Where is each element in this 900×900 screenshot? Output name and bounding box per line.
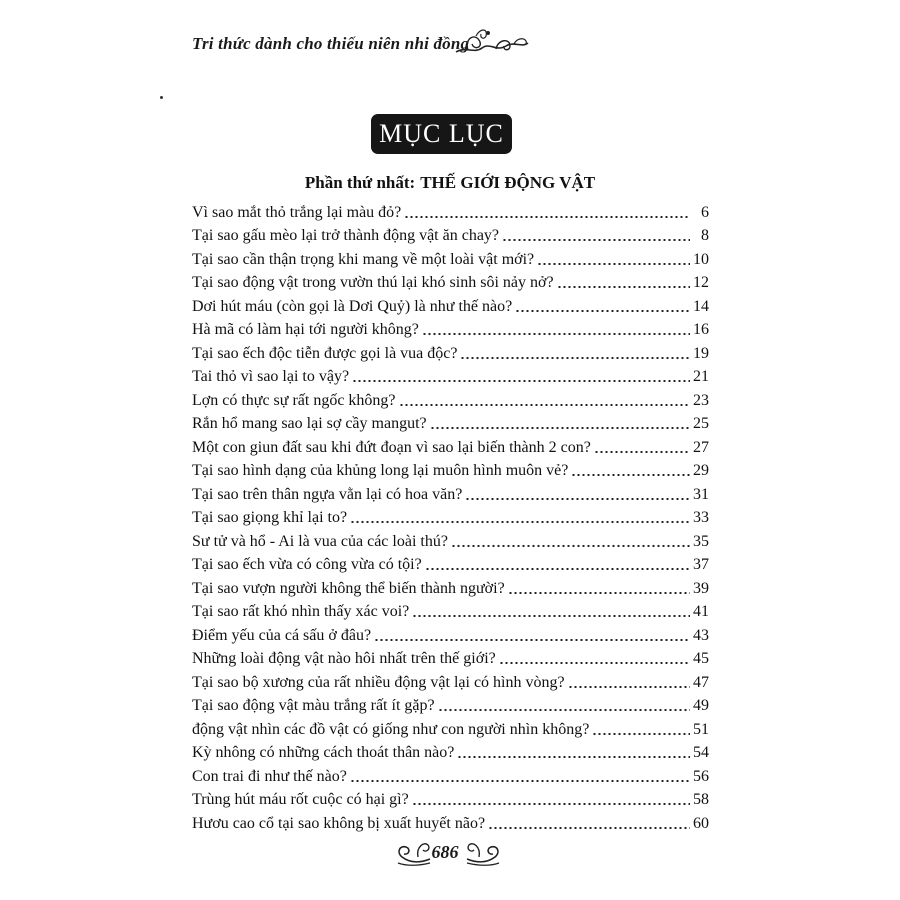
toc-entry-page: 56 <box>693 767 709 785</box>
toc-entry-page: 39 <box>693 579 709 597</box>
dot-leader <box>537 262 690 266</box>
dot-leader <box>430 426 690 430</box>
toc-entry-title: Tại sao gấu mèo lại trở thành động vật ăn chay? <box>192 227 500 244</box>
dot-leader <box>465 497 690 501</box>
toc-entry-title: Tại sao trên thân ngựa vằn lại có hoa văn? <box>192 485 463 503</box>
dot-leader <box>374 638 690 642</box>
dot-leader <box>425 567 690 571</box>
toc-entry-page: 29 <box>693 462 709 479</box>
toc-entry <box>192 293 709 317</box>
toc-entry-title: Kỳ nhông có những cách thoát thân nào? <box>192 744 455 761</box>
toc-entry <box>192 810 709 834</box>
toc-entry <box>192 223 709 247</box>
toc-entry-page: 47 <box>693 673 709 691</box>
toc-entry <box>192 646 709 670</box>
dot-leader <box>412 802 690 806</box>
dot-leader <box>404 215 690 219</box>
toc-entry-title: Tại sao giọng khỉ lại to? <box>192 509 348 526</box>
floral-swirl-icon <box>452 24 532 64</box>
dot-leader <box>399 403 690 407</box>
dot-leader <box>488 826 690 830</box>
toc-entry-page: 54 <box>693 744 709 761</box>
dot-leader <box>460 356 690 360</box>
dot-leader <box>594 450 690 454</box>
toc-entry <box>192 528 709 552</box>
stray-mark <box>160 96 163 99</box>
dot-leader <box>451 544 690 548</box>
dot-leader <box>499 661 690 665</box>
toc-entry <box>192 740 709 764</box>
toc-entry-page: 12 <box>693 274 709 291</box>
toc-entry-page: 60 <box>693 814 709 832</box>
toc-entry-title: Vì sao mắt thỏ trắng lại màu đỏ? <box>192 203 402 221</box>
toc-entry <box>192 317 709 341</box>
toc-entry <box>192 622 709 646</box>
dot-leader <box>352 379 690 383</box>
toc-entry-page: 45 <box>693 650 709 667</box>
dot-leader <box>350 520 690 524</box>
title-box <box>371 114 512 154</box>
dot-leader <box>508 591 690 595</box>
toc-entry-page: 25 <box>693 415 709 432</box>
toc-entry-title: Con trai đi như thế nào? <box>192 767 347 785</box>
toc-entry <box>192 199 709 223</box>
dot-leader <box>592 732 690 736</box>
dot-leader <box>438 708 690 712</box>
toc-entry-page: 41 <box>693 603 709 620</box>
toc-entry-title: Tại sao động vật màu trắng rất ít gặp? <box>192 697 435 714</box>
toc-entry-page: 37 <box>693 556 709 573</box>
dot-leader <box>568 685 690 689</box>
toc-entry-title: Tại sao ếch vừa có công vừa có tội? <box>192 556 422 573</box>
toc-entry-page: 8 <box>701 227 709 244</box>
toc-entry-title: Điểm yếu của cá sấu ở đâu? <box>192 626 372 644</box>
toc-entry <box>192 763 709 787</box>
page-title: MỤC LỤC <box>379 119 504 148</box>
toc-entry-title: Hà mã có làm hại tới người không? <box>192 321 419 338</box>
toc-entry-page: 6 <box>701 203 709 221</box>
dot-leader <box>515 309 690 313</box>
dot-leader <box>557 285 690 289</box>
toc-entry-title: Sư tử và hổ - Ai là vua của các loài thú? <box>192 532 448 550</box>
section-label: Phần thứ nhất: <box>304 173 416 192</box>
dot-leader <box>350 779 690 783</box>
toc-entry-page: 19 <box>693 344 709 362</box>
toc-entry <box>192 693 709 717</box>
toc-entry-page: 33 <box>693 509 709 526</box>
toc-entry-title: Tại sao động vật trong vườn thú lại khó sinh sôi nảy nở? <box>192 274 554 291</box>
toc-entry-title: Những loài động vật nào hôi nhất trên thế giới? <box>192 650 496 667</box>
dot-leader <box>422 332 690 336</box>
dot-leader <box>502 238 690 242</box>
dot-leader <box>457 755 690 759</box>
toc-entry <box>192 505 709 529</box>
toc-entry-page: 51 <box>693 720 709 738</box>
toc-entry-title: Tai thỏ vì sao lại to vậy? <box>192 368 350 385</box>
toc-entry <box>192 270 709 294</box>
toc-entry-page: 16 <box>693 321 709 338</box>
dot-leader <box>412 614 690 618</box>
toc-entry <box>192 552 709 576</box>
toc-entry-title: Dơi hút máu (còn gọi là Dơi Quỷ) là như thế nào? <box>192 297 513 315</box>
toc-entry-title: Tại sao rất khó nhìn thấy xác voi? <box>192 603 410 620</box>
toc-entry <box>192 787 709 811</box>
page-number: 686 <box>431 842 459 862</box>
toc-entry-title: Rắn hổ mang sao lại sợ cầy mangut? <box>192 415 427 432</box>
toc-entry-page: 58 <box>693 791 709 808</box>
toc-entry-page: 27 <box>693 438 709 456</box>
toc-entry-title: động vật nhìn các đồ vật có giống như con người nhìn không? <box>192 720 590 738</box>
toc-entry <box>192 716 709 740</box>
toc-entry-page: 23 <box>693 391 709 409</box>
toc-entry-title: Một con giun đất sau khi đứt đoạn vì sao lại biến thành 2 con? <box>192 438 591 456</box>
table-of-contents <box>192 199 709 834</box>
toc-entry-title: Tại sao bộ xương của rất nhiều động vật lại có hình vòng? <box>192 673 565 691</box>
section-heading <box>0 173 900 193</box>
toc-entry-page: 21 <box>693 368 709 385</box>
toc-entry <box>192 669 709 693</box>
scroll-flourish-icon <box>465 835 505 869</box>
toc-entry-title: Lợn có thực sự rất ngốc không? <box>192 391 396 409</box>
toc-entry-page: 35 <box>693 532 709 550</box>
toc-entry-page: 10 <box>693 250 709 268</box>
toc-entry <box>192 434 709 458</box>
section-name: THẾ GIỚI ĐỘNG VẬT <box>420 173 596 192</box>
toc-entry-page: 14 <box>693 297 709 315</box>
toc-entry <box>192 387 709 411</box>
toc-entry <box>192 481 709 505</box>
toc-entry-title: Tại sao vượn người không thể biến thành người? <box>192 579 505 597</box>
toc-entry <box>192 364 709 388</box>
toc-entry-page: 49 <box>693 697 709 714</box>
toc-entry <box>192 340 709 364</box>
toc-entry-page: 31 <box>693 485 709 503</box>
toc-entry-title: Tại sao ếch độc tiễn được gọi là vua độc? <box>192 344 458 362</box>
toc-entry <box>192 246 709 270</box>
toc-entry-page: 43 <box>693 626 709 644</box>
toc-entry <box>192 575 709 599</box>
toc-entry-title: Tại sao cần thận trọng khi mang về một loài vật mới? <box>192 250 535 268</box>
toc-entry-title: Trùng hút máu rốt cuộc có hại gì? <box>192 791 409 808</box>
toc-entry <box>192 411 709 435</box>
toc-entry <box>192 458 709 482</box>
toc-entry-title: Hươu cao cổ tại sao không bị xuất huyết não? <box>192 814 486 832</box>
toc-entry-title: Tại sao hình dạng của khủng long lại muôn hình muôn vẻ? <box>192 462 569 479</box>
running-head: Tri thức dành cho thiếu niên nhi đồng <box>192 34 470 53</box>
toc-entry <box>192 599 709 623</box>
dot-leader <box>571 473 690 477</box>
